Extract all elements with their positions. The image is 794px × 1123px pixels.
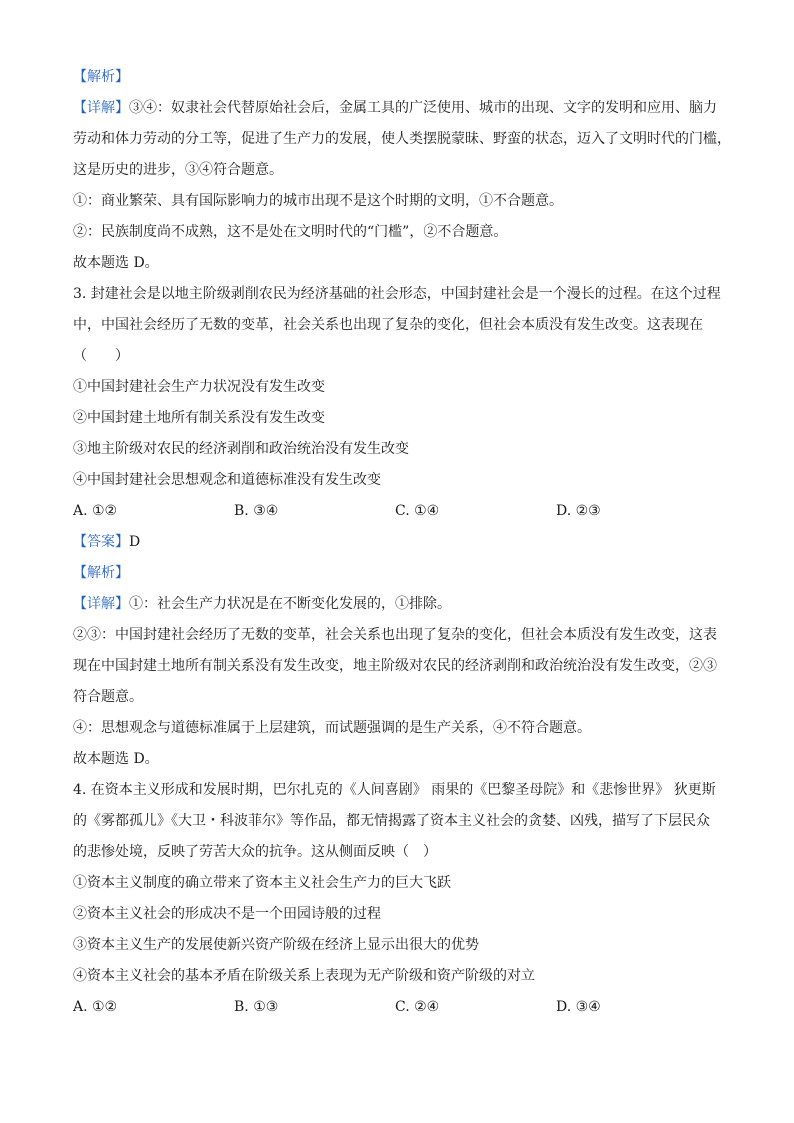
detail-line: ④：思想观念与道德标准属于上层建筑，而试题强调的是生产关系，④不符合题意。 <box>73 720 591 736</box>
analysis-heading <box>73 62 733 93</box>
question-4-options <box>73 992 733 1023</box>
question-4-item: ③资本主义生产的发展使新兴资产阶级在经济上显示出很大的优势 <box>73 937 479 953</box>
detail-tag: 【详解】 <box>73 100 129 116</box>
question-4-item: ①资本主义制度的确立带来了资本主义社会生产力的巨大飞跃 <box>73 875 451 891</box>
question-3-item: ④中国封建社会思想观念和道德标准没有发生改变 <box>73 472 381 488</box>
detail-line: 这是历史的进步，③④符合题意。 <box>73 162 283 178</box>
question-3-stem: 3. 封建社会是以地主阶级剥削农民为经济基础的社会形态，中国封建社会是一个漫长的过程。在这个过程 <box>73 286 721 302</box>
option-d: D. ③④ <box>556 999 601 1015</box>
analysis-line: ①：商业繁荣、具有国际影响力的城市出现不是这个时期的文明，①不合题意。 <box>73 193 563 209</box>
question-3-item: ②中国封建土地所有制关系没有发生改变 <box>73 410 325 426</box>
option-c: C. ②④ <box>395 999 440 1015</box>
question-4-item: ④资本主义社会的基本矛盾在阶级关系上表现为无产阶级和资产阶级的对立 <box>73 968 535 984</box>
detail-line <box>73 93 733 124</box>
question-4-item: ②资本主义社会的形成决不是一个田园诗般的过程 <box>73 906 381 922</box>
detail-line: 符合题意。 <box>73 689 143 705</box>
question-4-stem: 的悲惨处境，反映了劳苦大众的抗争。这从侧面反映（ ） <box>73 844 437 860</box>
question-3-stem: 中，中国社会经历了无数的变革，社会关系也出现了复杂的变化，但社会本质没有发生改变。这表现在 <box>73 317 703 333</box>
option-d: D. ②③ <box>556 503 601 519</box>
detail-tag: 【详解】 <box>73 596 129 612</box>
detail-text: ①：社会生产力状况是在不断变化发展的，①排除。 <box>129 596 451 612</box>
option-a: A. ①② <box>73 503 118 519</box>
answer-value: D <box>129 534 141 550</box>
answer-tag: 【答案】 <box>73 534 129 550</box>
analysis-line: ②：民族制度尚不成熟，这不是处在文明时代的“门槛”，②不合题意。 <box>73 224 508 240</box>
option-b: B. ①③ <box>234 999 279 1015</box>
question-4-stem: 的《雾都孤儿》《大卫・科波菲尔》等作品，都无情揭露了资本主义社会的贪婪、凶残，描写了下层民众 <box>73 813 710 829</box>
option-a: A. ①② <box>73 999 118 1015</box>
conclusion-line: 故本题选 D。 <box>73 751 159 767</box>
question-3-item: ①中国封建社会生产力状况没有发生改变 <box>73 379 325 395</box>
analysis-tag: 【解析】 <box>73 69 129 85</box>
answer-line <box>73 527 733 558</box>
question-3-stem: （ ） <box>73 348 129 364</box>
question-3-options <box>73 496 733 527</box>
detail-text: ③④：奴隶社会代替原始社会后，金属工具的广泛使用、城市的出现、文字的发明和应用、脑力 <box>129 100 717 116</box>
document-page <box>73 62 733 1023</box>
conclusion-line: 故本题选 D。 <box>73 255 159 271</box>
option-b: B. ③④ <box>234 503 279 519</box>
question-3-item: ③地主阶级对农民的经济剥削和政治统治没有发生改变 <box>73 441 409 457</box>
question-4-stem: 4. 在资本主义形成和发展时期，巴尔扎克的《人间喜剧》 雨果的《巴黎圣母院》和《悲惨世界》 狄更斯 <box>73 782 716 798</box>
option-c: C. ①④ <box>395 503 440 519</box>
analysis-tag: 【解析】 <box>73 565 129 581</box>
detail-line <box>73 589 733 620</box>
detail-line: 劳动和体力劳动的分工等，促进了生产力的发展，使人类摆脱蒙昧、野蛮的状态，迈入了文明时代的门槛， <box>73 131 731 147</box>
detail-line: ②③：中国封建社会经历了无数的变革，社会关系也出现了复杂的变化，但社会本质没有发生改变，这表 <box>73 627 717 643</box>
analysis-heading <box>73 558 733 589</box>
detail-line: 现在中国封建土地所有制关系没有发生改变，地主阶级对农民的经济剥削和政治统治没有发生改变，②③ <box>73 658 717 674</box>
